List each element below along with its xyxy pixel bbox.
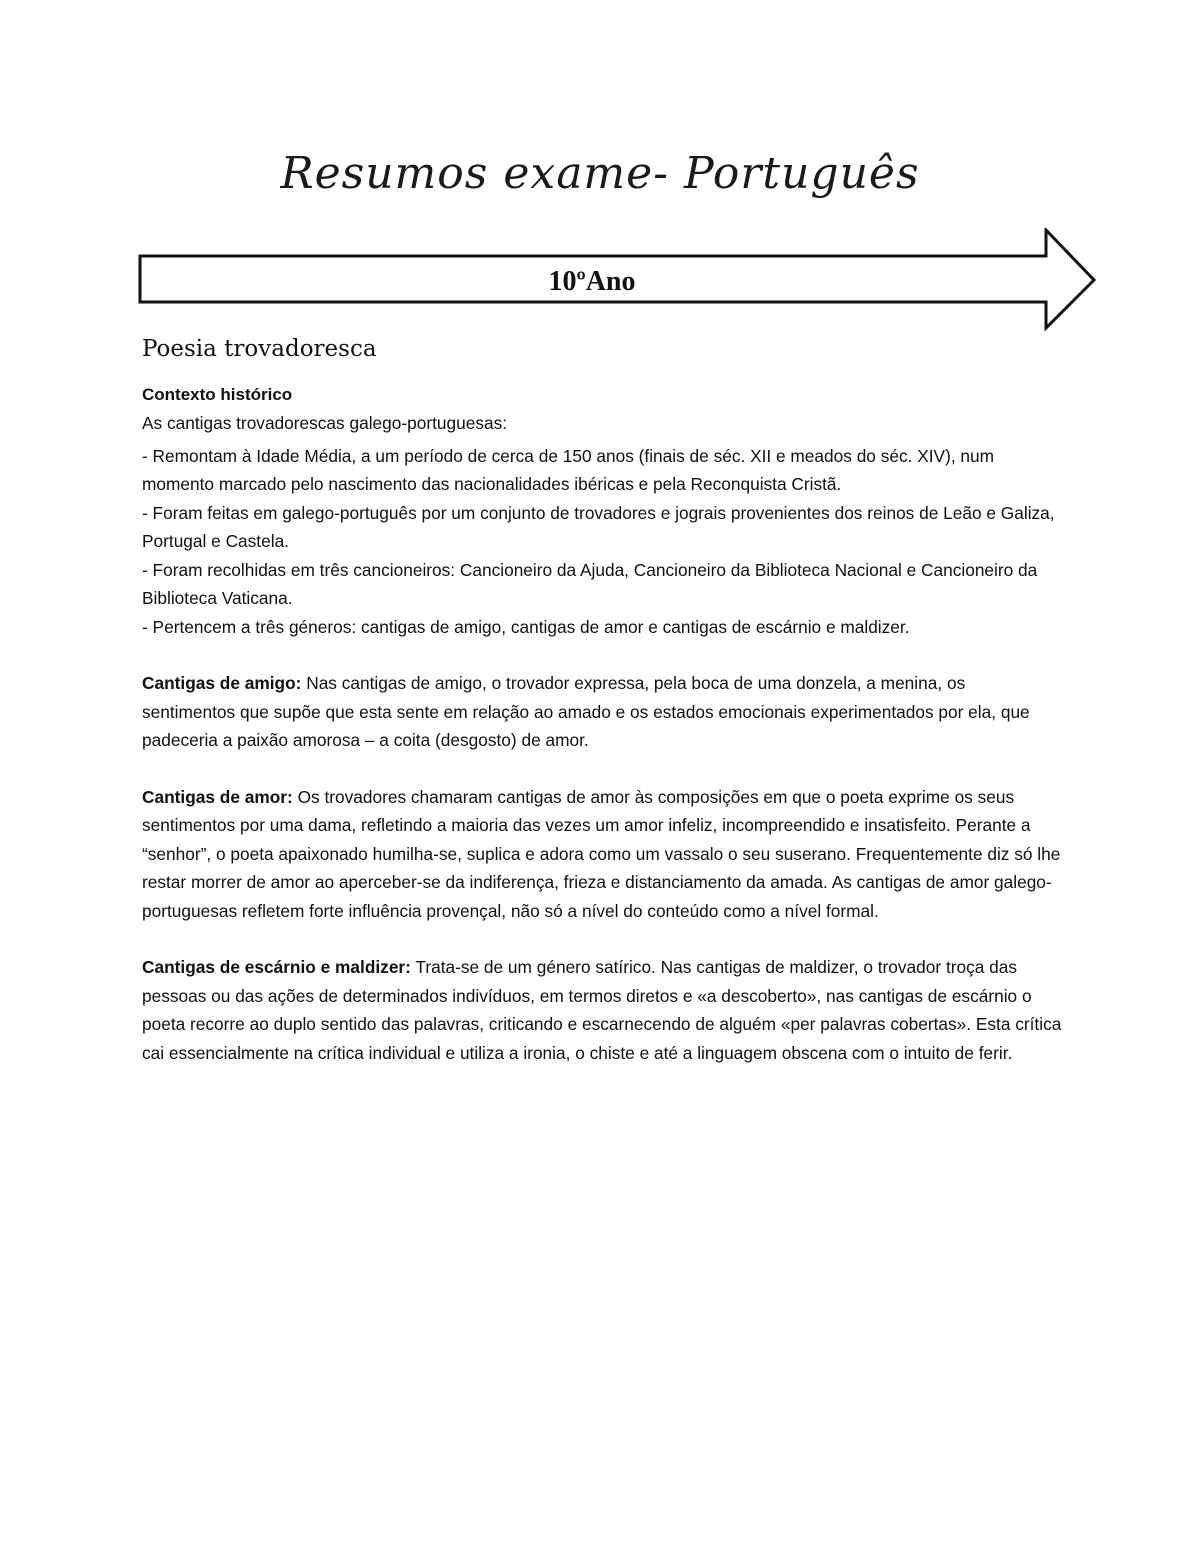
context-item: - Foram recolhidas em três cancioneiros: Cancioneiro da Ajuda, Cancioneiro da Biblioteca Nacional e Cancioneiro da Biblioteca Vaticana. bbox=[142, 559, 1038, 608]
context-item: - Pertencem a três géneros: cantigas de amigo, cantigas de amor e cantigas de escárnio e maldizer. bbox=[142, 616, 910, 637]
paragraph-cantigas-escarnio bbox=[142, 953, 1062, 1067]
paragraph-cantigas-amor bbox=[142, 783, 1062, 926]
context-item: - Foram feitas em galego-português por um conjunto de trovadores e jograis provenientes dos reinos de Leão e Galiza, Portugal e Castela. bbox=[142, 502, 1055, 551]
section-title: Poesia trovadoresca bbox=[142, 336, 377, 362]
document-body bbox=[142, 336, 1062, 1067]
paragraph-cantigas-amigo bbox=[142, 669, 1062, 755]
context-intro: As cantigas trovadorescas galego-portuguesas: bbox=[142, 413, 508, 433]
term-cantigas-amigo: Cantigas de amigo: bbox=[142, 673, 302, 693]
context-item: - Remontam à Idade Média, a um período de cerca de 150 anos (finais de séc. XII e meados do séc. XIV), num momento marcado pelo nascimento das nacionalidades ibéricas e pela Reconquista Cristã. bbox=[142, 445, 995, 494]
text-cantigas-amigo: Nas cantigas de amigo, o trovador expressa, pela boca de uma donzela, a menina, os sentimentos que supõe que esta sente em relação ao amado e os estados emocionais experimentados por ela, que padeceria a paixão amorosa – a coita (desgosto) de amor. bbox=[142, 673, 1030, 750]
text-cantigas-escarnio: Trata-se de um género satírico. Nas cantigas de maldizer, o trovador troça das pessoas ou das ações de determinados indivíduos, em termos diretos e «a descoberto», nas cantigas de escárnio o poeta recorre ao duplo sentido das palavras, criticando e escarnecendo de alguém «per palavras cobertas». Esta crítica cai essencialmente na crítica individual e utiliza a ironia, o chiste e até a linguagem obscena com o intuito de ferir. bbox=[142, 957, 1062, 1063]
page-title: Resumos exame- Português bbox=[280, 148, 920, 199]
term-cantigas-amor: Cantigas de amor: bbox=[142, 786, 293, 807]
text-cantigas-amor: Os trovadores chamaram cantigas de amor às composições em que o poeta exprime os seus sentimentos por uma dama, refletindo a maioria das vezes um amor infeliz, incompreendido e insatisfeito. Perante a “senhor”, o poeta apaixonado humilha-se, suplica e adora como um vassalo o seu suserano. Frequentemente diz só lhe restar morrer de amor ao aperceber-se da indiferença, frieza e distanciamento da amada. As cantigas de amor galego-portuguesas refletem forte influência provençal, não só a nível do conteúdo como a nível formal. bbox=[142, 786, 1061, 921]
banner-label: 10ºAno bbox=[548, 266, 636, 297]
term-cantigas-escarnio: Cantigas de escárnio e maldizer: bbox=[142, 957, 411, 977]
context-heading: Contexto histórico bbox=[142, 385, 293, 404]
